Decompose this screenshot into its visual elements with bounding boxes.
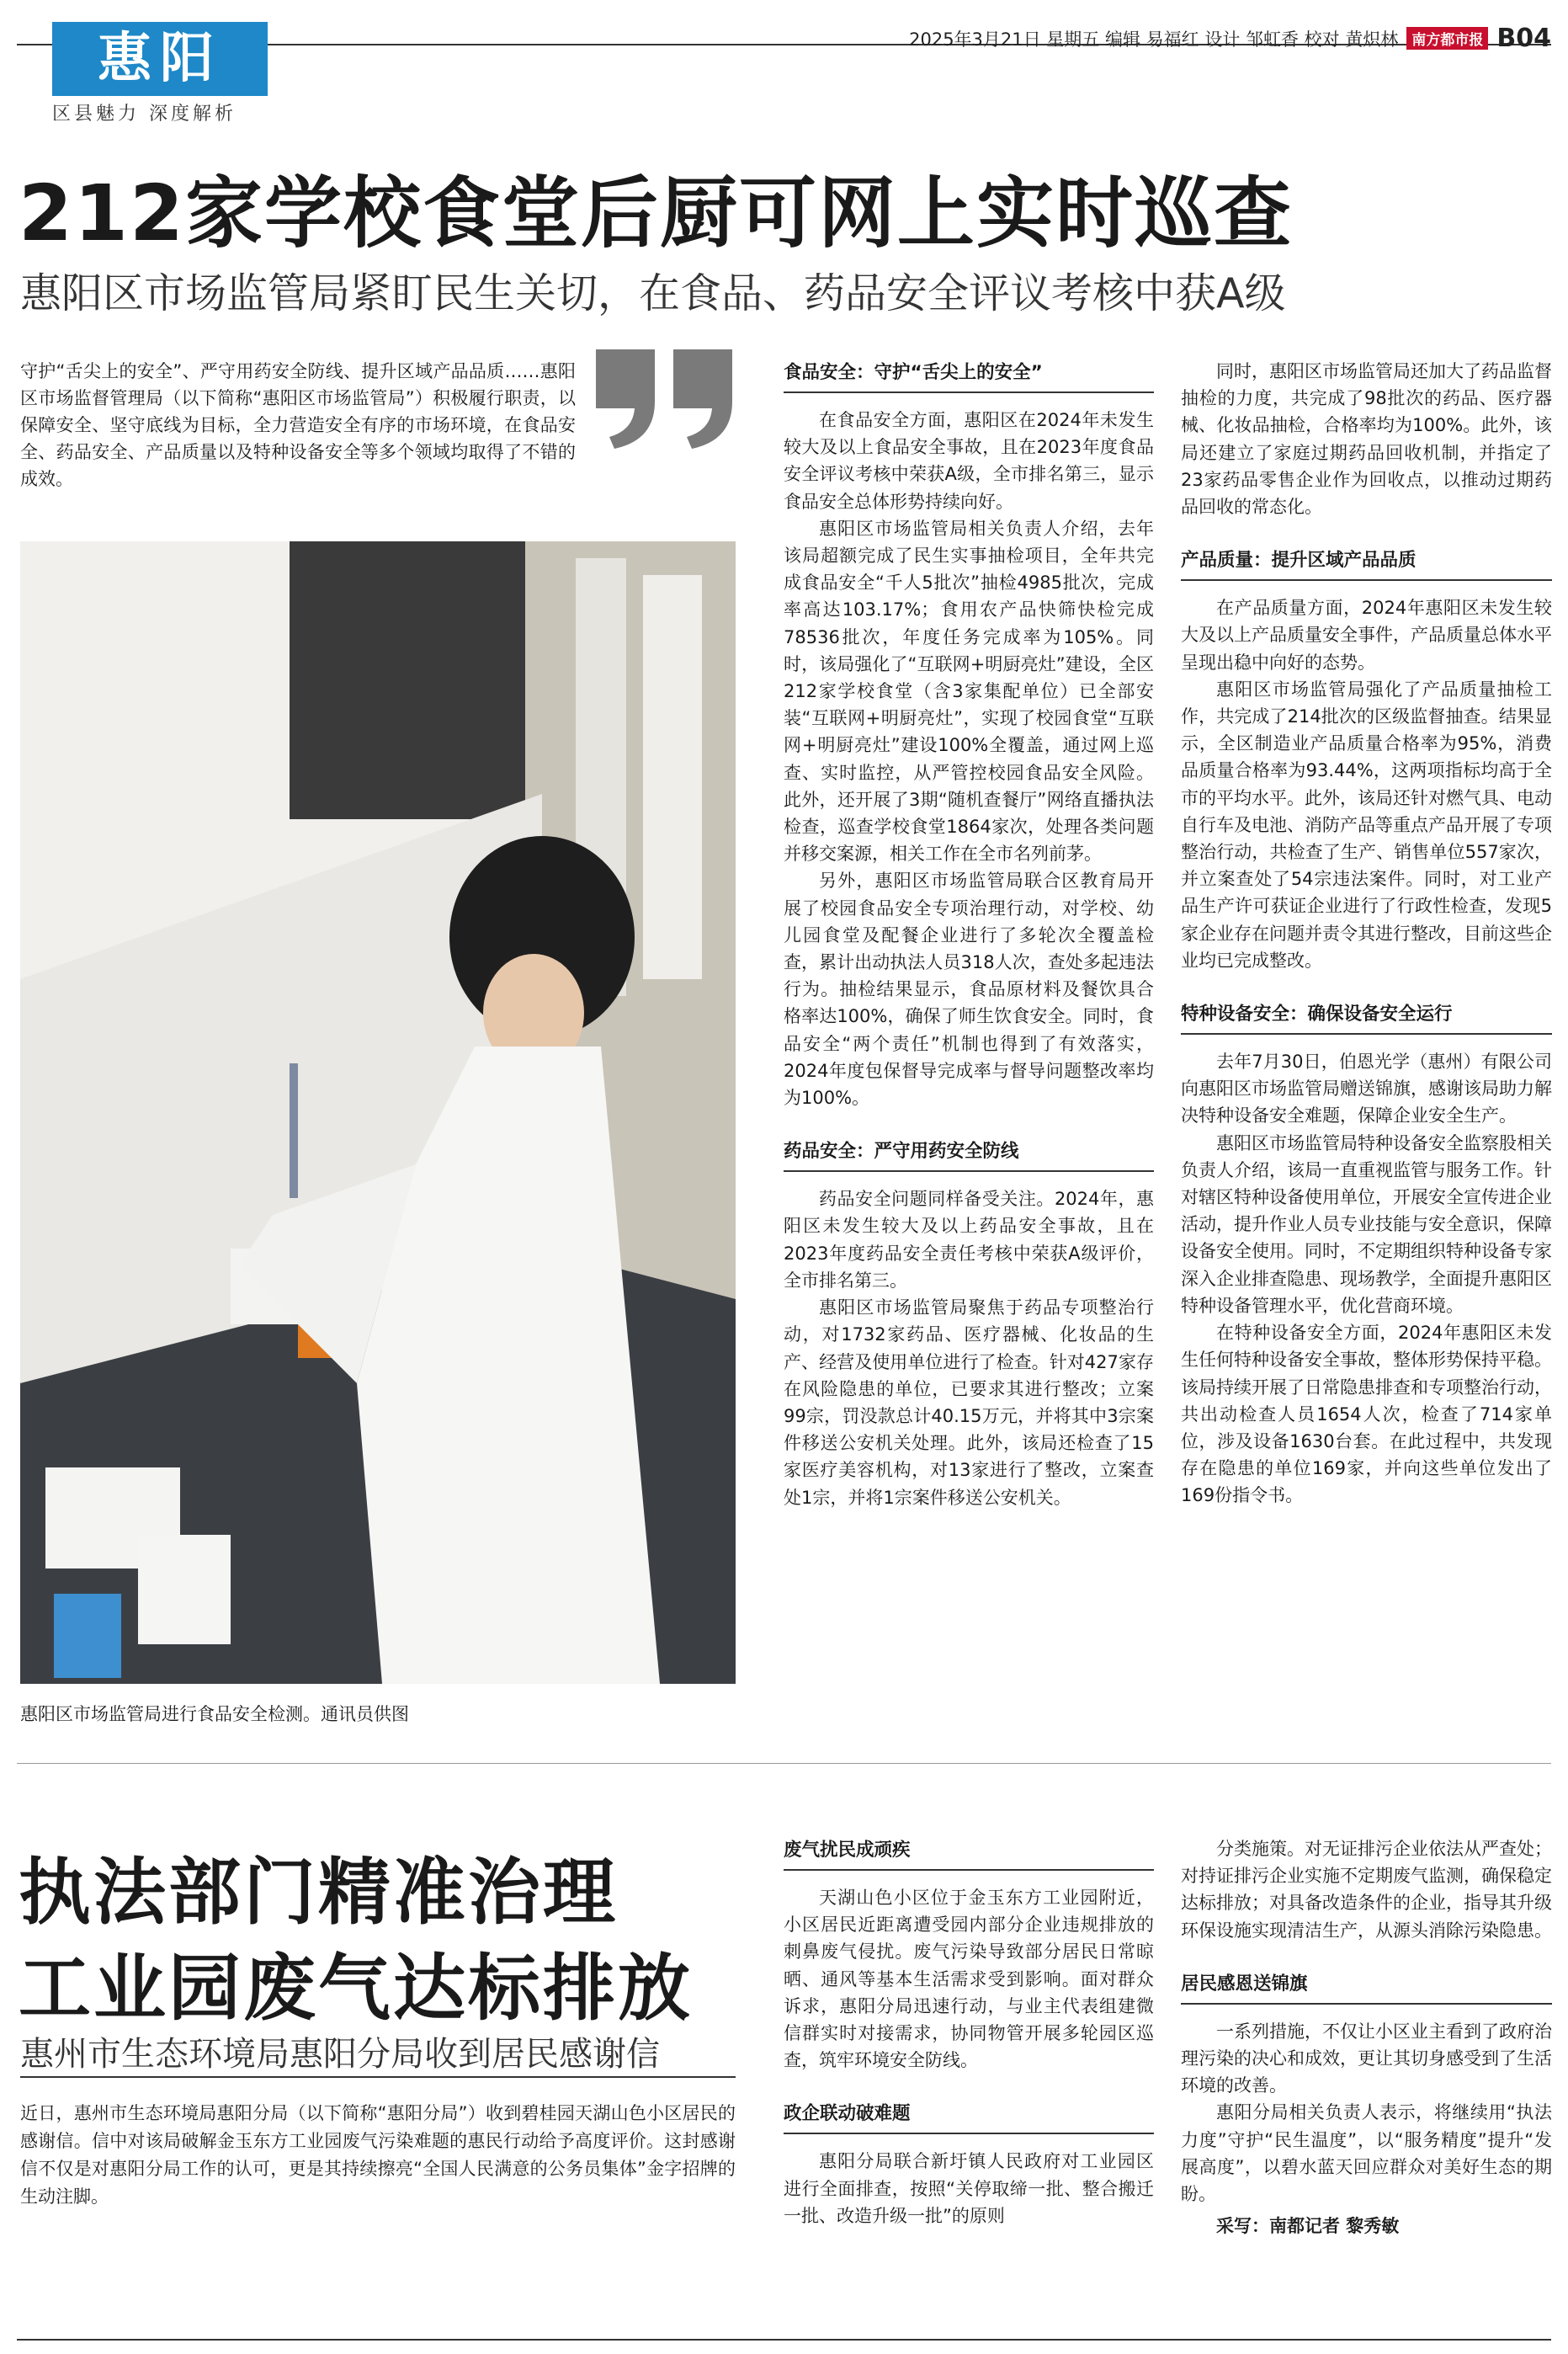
footer-rule bbox=[17, 2339, 1551, 2341]
paragraph: 去年7月30日，伯恩光学（惠州）有限公司向惠阳区市场监管局赠送锦旗，感谢该局助力解决特种设备安全难题，保障企业安全生产。 bbox=[1181, 1052, 1552, 1126]
article2-subtitle: 惠州市生态环境局惠阳分局收到居民感谢信 bbox=[20, 2035, 660, 2074]
article2-rule bbox=[20, 2076, 736, 2078]
article1-column-3 bbox=[1181, 358, 1552, 1510]
paragraph: 惠阳分局相关负责人表示，将继续用“执法力度”守护“民生温度”，以“服务精度”提升“发展高度”，以碧水蓝天回应群众对美好生态的期盼。 bbox=[1181, 2102, 1552, 2205]
byline: 采写：南都记者 黎秀敏 bbox=[1216, 2216, 1400, 2237]
paragraph: 惠阳分局联合新圩镇人民政府对工业园区进行全面排查，按照“关停取缔一批、整合搬迁一批、改造升级一批”的原则 bbox=[784, 2151, 1154, 2226]
paragraph: 惠阳区市场监管局相关负责人介绍，去年该局超额完成了民生实事抽检项目，全年共完成食品安全“千人5批次”抽检4985批次，完成率高达103.17%；食用农产品快筛快检完成78536批次，年度任务完成率为105%。同时，该局强化了“互联网+明厨亮灶”建设，全区212家学校食堂（含3家集配单位）已全部安装“互联网+明厨亮灶”，实现了校园食堂“互联网+明厨亮灶”建设100%全覆盖，通过网上巡查、实时监控，从严管控校园食品安全风险。此外，还开展了3期“随机查餐厅”网络直播执法检查，巡查学校食堂1864家次，处理各类问题并移交案源，相关工作在全市名列前茅。 bbox=[784, 518, 1154, 865]
paragraph: 在产品质量方面，2024年惠阳区未发生较大及以上产品质量安全事件，产品质量总体水平呈现出稳中向好的态势。 bbox=[1181, 598, 1552, 673]
paragraph: 一系列措施，不仅让小区业主看到了政府治理污染的决心和成效，更让其切身感受到了生活环境的改善。 bbox=[1181, 2021, 1552, 2096]
paragraph: 惠阳区市场监管局特种设备安全监察股相关负责人介绍，该局一直重视监管与服务工作。针对辖区特种设备使用单位，开展安全宣传进企业活动，提升作业人员专业技能与安全意识，保障设备安全使用。同时，不定期组织特种设备专家深入企业排查隐患、现场教学，全面提升惠阳区特种设备管理水平，优化营商环境。 bbox=[1181, 1132, 1552, 1316]
article2-column-3 bbox=[1181, 1835, 1552, 2239]
article1-column-2 bbox=[784, 358, 1154, 1511]
section-heading: 食品安全：守护“舌尖上的安全” bbox=[784, 358, 1154, 393]
section-heading: 产品质量：提升区域产品品质 bbox=[1181, 546, 1552, 581]
section-tag: 惠阳 bbox=[52, 22, 268, 96]
article-divider bbox=[17, 1763, 1551, 1764]
quote-mark-icon bbox=[589, 349, 741, 450]
paragraph: 同时，惠阳区市场监管局还加大了药品监督抽检的力度，共完成了98批次的药品、医疗器械、化妆品抽检，合格率均为100%。此外，该局还建立了家庭过期药品回收机制，并指定了23家药品零售企业作为回收点，以推动过期药品回收的常态化。 bbox=[1181, 361, 1552, 518]
date-line: 2025年3月21日 星期五 编辑 易福红 设计 邹虹香 校对 黄炽林 bbox=[909, 29, 1399, 50]
article2-intro: 近日，惠州市生态环境局惠阳分局（以下简称“惠阳分局”）收到碧桂园天湖山色小区居民的感谢信。信中对该局破解金玉东方工业园废气污染难题的惠民行动给予高度评价。这封感谢信不仅是对惠阳分局工作的认可，更是其持续擦亮“全国人民满意的公务员集体”金字招牌的生动注脚。 bbox=[20, 2103, 736, 2207]
paragraph: 天湖山色小区位于金玉东方工业园附近，小区居民近距离遭受园内部分企业违规排放的刺鼻废气侵扰。废气污染导致部分居民日常晾晒、通风等基本生活需求受到影响。面对群众诉求，惠阳分局迅速行动，与业主代表组建微信群实时对接需求，协同物管开展多轮园区巡查，筑牢环境安全防线。 bbox=[784, 1888, 1154, 2071]
section-heading: 药品安全：严守用药安全防线 bbox=[784, 1137, 1154, 1172]
paragraph: 分类施策。对无证排污企业依法从严查处；对持证排污企业实施不定期废气监测，确保稳定达标排放；对具备改造条件的企业，指导其升级环保设施实现清洁生产，从源头消除污染隐患。 bbox=[1181, 1839, 1552, 1941]
section-heading: 特种设备安全：确保设备安全运行 bbox=[1181, 999, 1552, 1035]
paragraph: 药品安全问题同样备受关注。2024年，惠阳区未发生较大及以上药品安全事故，且在2023年度药品安全责任考核中荣获A级评价，全市排名第三。 bbox=[784, 1189, 1154, 1291]
lab-photo bbox=[20, 541, 736, 1684]
section-heading: 居民感恩送锦旗 bbox=[1181, 1969, 1552, 2005]
photo-caption: 惠阳区市场监管局进行食品安全检测。通讯员供图 bbox=[20, 1704, 409, 1724]
paragraph: 另外，惠阳区市场监管局联合区教育局开展了校园食品安全专项治理行动，对学校、幼儿园食堂及配餐企业进行了多轮次全覆盖检查，累计出动执法人员318人次，查处多起违法行为。抽检结果显示，食品原材料及餐饮具合格率达100%，确保了师生饮食安全。同时，食品安全“两个责任”机制也得到了有效落实，2024年度包保督导完成率与督导问题整改率均为100%。 bbox=[784, 871, 1154, 1109]
article2-column-2 bbox=[784, 1835, 1154, 2229]
article1-intro: 守护“舌尖上的安全”、严守用药安全防线、提升区域产品品质……惠阳区市场监督管理局（以下简称“惠阳区市场监管局”）积极履行职责，以保障安全、坚守底线为目标，全力营造安全有序的市场环境，在食品安全、药品安全、产品质量以及特种设备安全等多个领域均取得了不错的成效。 bbox=[20, 361, 576, 489]
paper-logo: 南方都市报 bbox=[1406, 27, 1488, 50]
masthead bbox=[909, 24, 1551, 53]
article2-title-line1: 执法部门精准治理 bbox=[19, 1851, 618, 1935]
article1-subtitle: 惠阳区市场监管局紧盯民生关切，在食品、药品安全评议考核中获A级 bbox=[20, 269, 1286, 317]
paragraph: 惠阳区市场监管局强化了产品质量抽检工作，共完成了214批次的区级监督抽查。结果显示，全区制造业产品质量合格率为95%，消费品质量合格率为93.44%，这两项指标均高于全市的平均水平。此外，该局还针对燃气具、电动自行车及电池、消防产品等重点产品开展了专项整治行动，共检查了生产、销售单位557家次，并立案查处了54宗违法案件。同时，对工业产品生产许可获证企业进行了行政性检查，发现5家企业存在问题并责令其进行整改，目前这些企业均已完成整改。 bbox=[1181, 679, 1552, 971]
article1-title: 212家学校食堂后厨可网上实时巡查 bbox=[19, 168, 1294, 258]
section-heading: 废气扰民成顽疾 bbox=[784, 1835, 1154, 1871]
section-heading: 政企联动破难题 bbox=[784, 2099, 1154, 2134]
article2-title-line2: 工业园废气达标排放 bbox=[19, 1947, 693, 2031]
page-number: B04 bbox=[1496, 24, 1551, 53]
section-subtitle: 区县魅力 深度解析 bbox=[52, 104, 237, 125]
paragraph: 惠阳区市场监管局聚焦于药品专项整治行动，对1732家药品、医疗器械、化妆品的生产、经营及使用单位进行了检查。针对427家存在风险隐患的单位，已要求其进行整改；立案99宗，罚没款总计40.15万元，并将其中3宗案件移送公安机关处理。此外，该局还检查了15家医疗美容机构，对13家进行了整改，立案查处1宗，并将1宗案件移送公安机关。 bbox=[784, 1297, 1154, 1508]
paragraph: 在食品安全方面，惠阳区在2024年未发生较大及以上食品安全事故，且在2023年度食品安全评议考核中荣获A级，全市排名第三，显示食品安全总体形势持续向好。 bbox=[784, 410, 1154, 512]
paragraph: 在特种设备安全方面，2024年惠阳区未发生任何特种设备安全事故，整体形势保持平稳。该局持续开展了日常隐患排查和专项整治行动，共出动检查人员1654人次，检查了714家单位，涉及设备1630台套。在此过程中，共发现存在隐患的单位169家，并向这些单位发出了169份指令书。 bbox=[1181, 1323, 1552, 1506]
